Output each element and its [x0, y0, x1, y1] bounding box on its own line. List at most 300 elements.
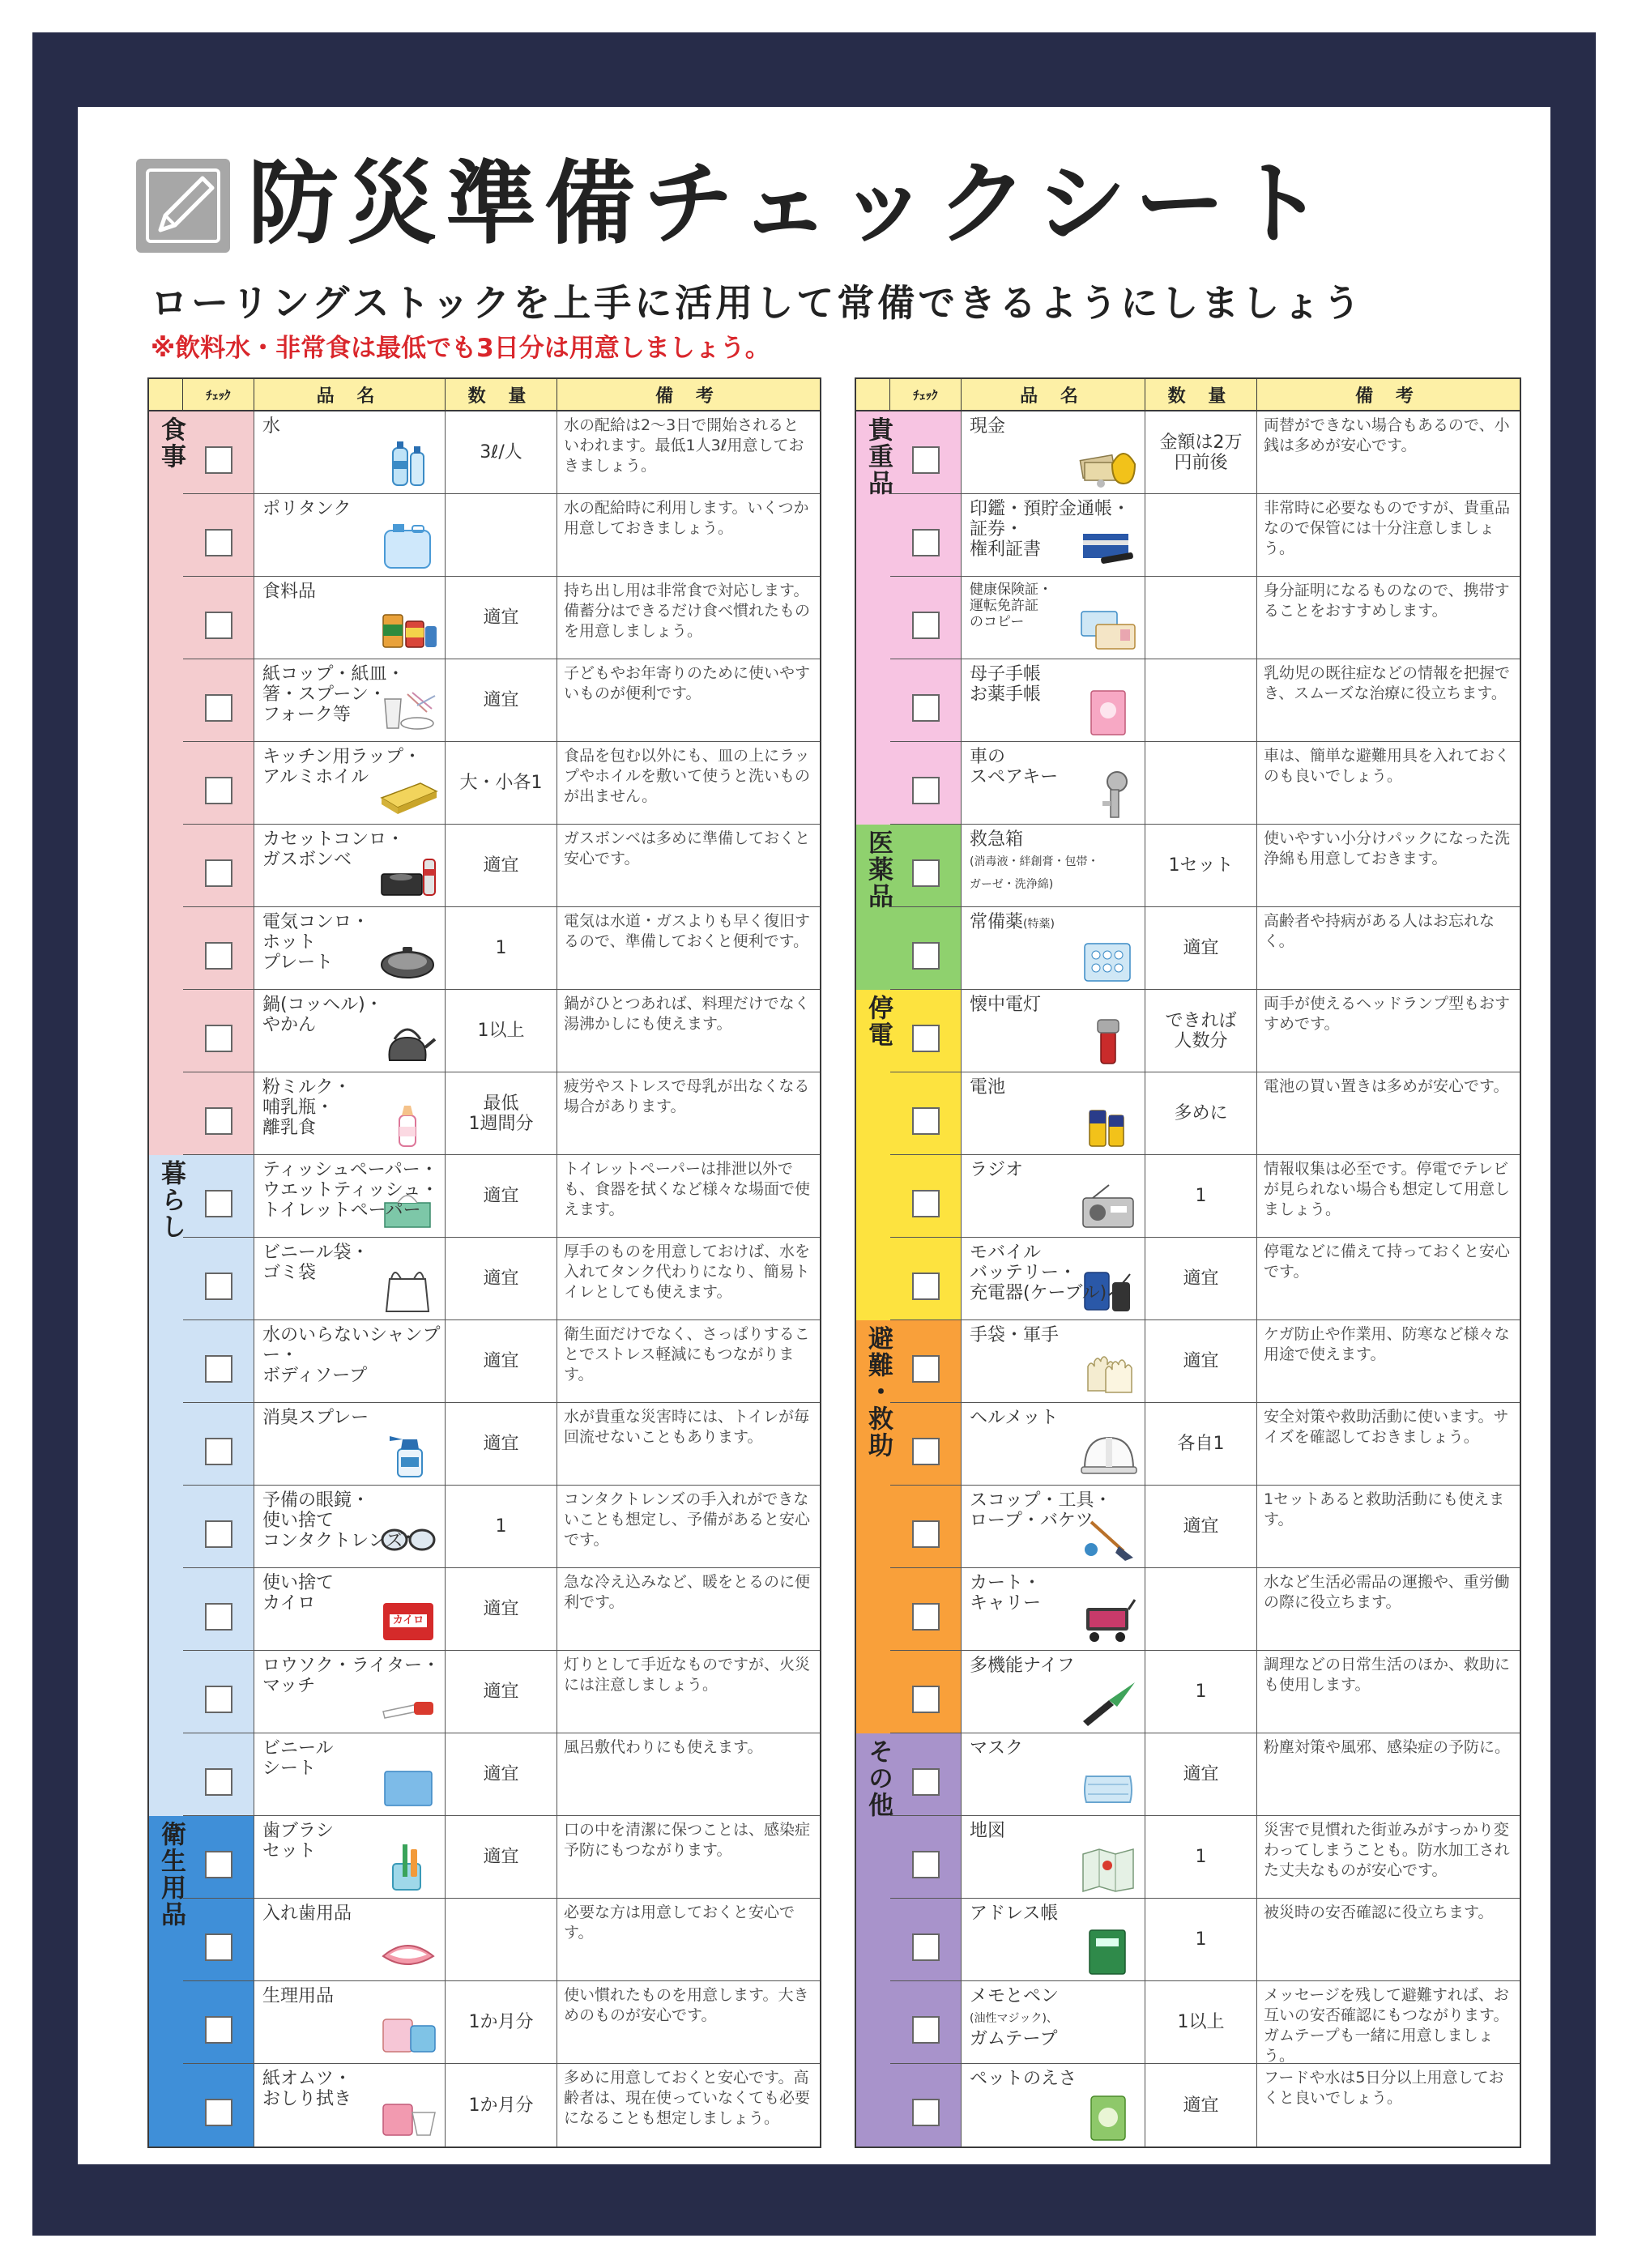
table-row: [890, 1238, 1520, 1320]
remarks-cell: 疲労やストレスで母乳が出なくなる場合があります。: [557, 1072, 820, 1154]
quantity-cell: 1: [1145, 1651, 1257, 1733]
quantity-cell: 適宜: [446, 1568, 557, 1650]
check-cell: [183, 1568, 254, 1650]
check-cell: [183, 1733, 254, 1815]
quantity-cell: 適宜: [446, 1238, 557, 1319]
page-title: 防災準備チェックシート: [248, 151, 1333, 257]
item-name: [262, 912, 369, 973]
checkbox[interactable]: [912, 859, 940, 887]
item-name-main: ペットのえさ: [970, 2069, 1077, 2089]
item-name: [970, 1077, 1005, 1098]
item-name: [262, 1325, 445, 1386]
quantity-cell: [1145, 577, 1257, 659]
checkbox[interactable]: [912, 1851, 940, 1878]
handbook-icon: [1077, 684, 1140, 736]
check-cell: [183, 2064, 254, 2146]
item-name-cell: [254, 1072, 446, 1154]
category-label: 食事: [156, 416, 186, 470]
cash-icon: [1077, 437, 1140, 488]
toothbrush-icon: [377, 1841, 440, 1893]
table-row: [183, 1486, 820, 1568]
item-name-cell: [254, 1486, 446, 1567]
table-row: [183, 1981, 820, 2064]
category-label: 停電: [864, 995, 893, 1048]
remarks-cell: 必要な方は用意しておくと安心です。: [557, 1899, 820, 1980]
item-name: [970, 582, 1052, 630]
quantity-cell: 1: [446, 907, 557, 989]
table-row: [183, 742, 820, 825]
check-cell: [890, 1072, 962, 1154]
flashlight-icon: [1077, 1015, 1140, 1067]
header-qty: 数 量: [1145, 379, 1257, 410]
checkbox[interactable]: [912, 529, 940, 556]
table-row: [183, 1816, 820, 1899]
category-label: 避難・救助: [864, 1325, 893, 1459]
item-name-main: 水のいらないシャンプー・ ボディソープ: [262, 1325, 441, 1386]
remarks-cell: 粉塵対策や風邪、感染症の予防に。: [1257, 1733, 1520, 1815]
item-name-main: マスク: [970, 1738, 1024, 1759]
checkbox[interactable]: [912, 694, 940, 722]
remarks-cell: 水の配給時に利用します。いくつか用意しておきましょう。: [557, 494, 820, 576]
remarks-cell: 使い慣れたものを用意します。大きめのものが安心です。: [557, 1981, 820, 2063]
item-name-main: ビニール袋・ ゴミ袋: [262, 1243, 369, 1283]
checkbox[interactable]: [912, 1273, 940, 1300]
check-cell: [183, 1238, 254, 1319]
item-name-cell: [254, 411, 446, 493]
checkbox[interactable]: [912, 1355, 940, 1383]
remarks-cell: 水など生活必需品の運搬や、重労働の際に役立ちます。: [1257, 1568, 1520, 1650]
item-name-main: ビニール シート: [262, 1738, 334, 1779]
check-cell: [183, 1403, 254, 1485]
check-cell: [183, 1072, 254, 1154]
remarks-cell: 子どもやお年寄りのために使いやすいものが便利です。: [557, 659, 820, 741]
item-name-cell: [254, 1816, 446, 1898]
item-name: [970, 1656, 1075, 1676]
item-name-cell: [962, 494, 1145, 576]
quantity-cell: 3ℓ/人: [446, 411, 557, 493]
checkbox[interactable]: [205, 1025, 232, 1052]
item-name-cell: [254, 990, 446, 1072]
remarks-cell: 災害で見慣れた街並みがすっかり変わってしまうことも。防水加工された丈夫なものが安心です。: [1257, 1816, 1520, 1898]
checkbox[interactable]: [205, 1768, 232, 1796]
remarks-cell: 停電などに備えて持っておくと安心です。: [1257, 1238, 1520, 1319]
item-name: [970, 1243, 1107, 1303]
item-name-cell: [962, 659, 1145, 741]
item-name-cell: [962, 825, 1145, 906]
table-header: [856, 379, 1520, 411]
pet-food-icon: [1077, 2090, 1140, 2142]
item-name-main: 救急箱: [970, 829, 1024, 850]
quantity-cell: 大・小各1: [446, 742, 557, 824]
item-name-main: 母子手帳 お薬手帳: [970, 664, 1042, 705]
remarks-cell: 両手が使えるヘッドランプ型もおすすめです。: [1257, 990, 1520, 1072]
table-row: [183, 990, 820, 1072]
checkbox[interactable]: [205, 529, 232, 556]
remarks-cell: 両替ができない場合もあるので、小銭は多めが安心です。: [1257, 411, 1520, 493]
denture-icon: [377, 1924, 440, 1976]
table-row: [890, 411, 1520, 494]
gloves-icon: [1077, 1345, 1140, 1397]
quantity-cell: 1か月分: [446, 1981, 557, 2063]
sanitary-pad-icon: [377, 2006, 440, 2058]
checkbox[interactable]: [912, 1520, 940, 1548]
quantity-cell: 金額は2万 円前後: [1145, 411, 1257, 493]
header-category: [149, 379, 183, 410]
item-name: [262, 1821, 334, 1861]
item-name: [262, 1408, 369, 1428]
item-name-main: 紙コップ・紙皿・ 箸・スプーン・ フォーク等: [262, 664, 405, 725]
item-name: [262, 1490, 403, 1551]
check-cell: [183, 411, 254, 493]
baby-bottle-icon: [377, 1098, 440, 1149]
item-name-main: 地図: [970, 1821, 1006, 1841]
item-name-main: ラジオ: [970, 1160, 1024, 1180]
check-cell: [890, 907, 962, 989]
table-row: [890, 577, 1520, 659]
table-row: [183, 907, 820, 990]
item-name-main: 歯ブラシ セット: [262, 1821, 335, 1861]
item-name: [262, 582, 316, 602]
item-name-cell: [254, 1568, 446, 1650]
item-name: [970, 995, 1041, 1015]
checkbox[interactable]: [205, 777, 232, 804]
remarks-cell: 乳幼児の既往症などの情報を把握でき、スムーズな治療に役立ちます。: [1257, 659, 1520, 741]
item-name-cell: [962, 1816, 1145, 1898]
item-name-cell: [962, 2064, 1145, 2146]
checkbox[interactable]: [912, 1438, 940, 1465]
item-name: [262, 1986, 334, 2006]
check-cell: [183, 1899, 254, 1980]
quantity-cell: 適宜: [446, 1320, 557, 1402]
check-cell: [890, 1155, 962, 1237]
checkbox[interactable]: [912, 2016, 940, 2044]
table-row: [890, 1981, 1520, 2064]
vinyl-sheet-icon: [377, 1759, 440, 1810]
table-row: [183, 659, 820, 742]
canned-food-icon: [377, 602, 440, 654]
checkbox[interactable]: [205, 694, 232, 722]
check-cell: [183, 742, 254, 824]
table-row: [890, 1651, 1520, 1733]
checkbox[interactable]: [205, 1273, 232, 1300]
table-row: [183, 1899, 820, 1981]
quantity-cell: 適宜: [1145, 1238, 1257, 1319]
quantity-cell: 適宜: [446, 825, 557, 906]
car-key-icon: [1077, 767, 1140, 819]
check-cell: [890, 1486, 962, 1567]
item-name-cell: [962, 1403, 1145, 1485]
remarks-cell: フードや水は5日分以上用意しておくと良いでしょう。: [1257, 2064, 1520, 2146]
check-cell: [890, 577, 962, 659]
category-label: 医薬品: [864, 829, 893, 910]
item-name-main: 手袋・軍手: [970, 1325, 1060, 1345]
water-food-note: ※飲料水・非常食は最低でも3日分は用意しましょう。: [151, 334, 770, 363]
quantity-cell: 適宜: [1145, 1486, 1257, 1567]
checkbox[interactable]: [205, 1355, 232, 1383]
id-card-icon: [1077, 602, 1140, 654]
checkbox[interactable]: [205, 1520, 232, 1548]
quantity-cell: 1か月分: [446, 2064, 557, 2146]
item-name: [970, 416, 1005, 437]
remarks-cell: トイレットペーパーは排泄以外でも、食器を拭くなど様々な場面で使えます。: [557, 1155, 820, 1237]
item-name-main: スコップ・工具・ ロープ・バケツ: [970, 1490, 1112, 1531]
category-label: 衛生用品: [156, 1821, 186, 1928]
table-row: [183, 494, 820, 577]
check-cell: [890, 1733, 962, 1815]
table-row: [890, 2064, 1520, 2146]
quantity-cell: [1145, 1568, 1257, 1650]
remarks-cell: ケガ防止や作業用、防寒など様々な用途で使えます。: [1257, 1320, 1520, 1402]
item-name-main: 多機能ナイフ: [970, 1656, 1075, 1676]
quantity-cell: 適宜: [1145, 1320, 1257, 1402]
item-name: [262, 1738, 334, 1779]
checkbox[interactable]: [912, 942, 940, 970]
hot-plate-icon: [377, 932, 440, 984]
remarks-cell: 電気は水道・ガスよりも早く復旧するので、準備しておくと便利です。: [557, 907, 820, 989]
quantity-cell: 1: [1145, 1816, 1257, 1898]
checklist-table-left: [147, 377, 821, 2148]
item-name-main: ティッシュペーパー・ ウエットティッシュ・ トイレットペーパー: [262, 1160, 439, 1221]
check-cell: [890, 659, 962, 741]
item-name-main: ポリタンク: [262, 499, 352, 519]
table-row: [183, 411, 820, 494]
medicine-blister-icon: [1077, 932, 1140, 984]
check-cell: [890, 1899, 962, 1980]
remarks-cell: ガスボンベは多めに準備しておくと安心です。: [557, 825, 820, 906]
checkbox[interactable]: [205, 1107, 232, 1135]
quantity-cell: 適宜: [1145, 2064, 1257, 2146]
header-remarks: 備 考: [1355, 386, 1422, 407]
item-name-cell: [254, 1403, 446, 1485]
item-name-cell: [254, 1899, 446, 1980]
check-cell: [890, 1651, 962, 1733]
table-row: [183, 1651, 820, 1733]
checkbox[interactable]: [205, 2099, 232, 2126]
table-row: [890, 1320, 1520, 1403]
remarks-cell: 1セットあると救助活動にも使えます。: [1257, 1486, 1520, 1567]
item-name: [970, 747, 1058, 787]
item-name-cell: [962, 577, 1145, 659]
item-name: [970, 499, 1130, 560]
table-row: [183, 2064, 820, 2146]
item-name-cell: [962, 1238, 1145, 1319]
item-name: [970, 912, 1055, 935]
check-cell: [890, 1981, 962, 2063]
spray-bottle-icon: [377, 1428, 440, 1480]
table-row: [183, 1320, 820, 1403]
diaper-icon: [377, 2090, 440, 2142]
category-label: その他: [864, 1738, 893, 1818]
item-name: [970, 1821, 1005, 1841]
item-name-cell: [962, 742, 1145, 824]
item-name-cell: [962, 1651, 1145, 1733]
item-name: [970, 1408, 1058, 1428]
item-name-cell: [254, 742, 446, 824]
table-row: [183, 1238, 820, 1320]
checkbox[interactable]: [912, 1025, 940, 1052]
item-name-cell: [254, 1981, 446, 2063]
checkbox[interactable]: [912, 1686, 940, 1713]
header-check: ﾁｪｯｸ: [890, 379, 962, 410]
table-row: [890, 1072, 1520, 1155]
item-name-main: 車の スペアキー: [970, 747, 1059, 787]
item-name: [970, 829, 1098, 895]
table-row: [890, 825, 1520, 907]
item-name-cell: [254, 1733, 446, 1815]
radio-icon: [1077, 1180, 1140, 1232]
item-name: [262, 995, 383, 1035]
checkbox[interactable]: [912, 612, 940, 639]
table-row: [183, 1155, 820, 1238]
item-name-cell: [254, 825, 446, 906]
checkbox[interactable]: [205, 446, 232, 474]
table-row: [890, 907, 1520, 990]
item-name-main: 予備の眼鏡・ 使い捨て コンタクトレンズ: [262, 1490, 403, 1551]
checkbox[interactable]: [912, 1603, 940, 1631]
checkbox[interactable]: [205, 859, 232, 887]
item-name-cell: [254, 2064, 446, 2146]
quantity-cell: 適宜: [446, 1403, 557, 1485]
item-name-main: 使い捨て カイロ: [262, 1573, 335, 1614]
checkbox[interactable]: [205, 1851, 232, 1878]
checkbox[interactable]: [912, 1107, 940, 1135]
item-name: [970, 1738, 1023, 1759]
item-name-cell: [254, 907, 446, 989]
address-book-icon: [1077, 1924, 1140, 1976]
quantity-cell: 1: [1145, 1899, 1257, 1980]
item-name: [970, 1986, 1059, 2049]
checkbox[interactable]: [912, 777, 940, 804]
item-name: [970, 1490, 1112, 1531]
checkbox[interactable]: [205, 1438, 232, 1465]
item-name: [262, 1573, 334, 1614]
remarks-cell: コンタクトレンズの手入れができないことも想定し、予備があると安心です。: [557, 1486, 820, 1567]
checkbox[interactable]: [912, 2099, 940, 2126]
item-name-cell: [254, 1320, 446, 1402]
check-cell: [890, 825, 962, 906]
header-check: ﾁｪｯｸ: [183, 379, 254, 410]
remarks-cell: 灯りとして手近なものですが、火災には注意しましょう。: [557, 1651, 820, 1733]
quantity-cell: 適宜: [446, 659, 557, 741]
item-name: [970, 1325, 1059, 1345]
map-icon: [1077, 1841, 1140, 1893]
quantity-cell: 適宜: [446, 1155, 557, 1237]
checkbox[interactable]: [205, 612, 232, 639]
table-row: [890, 659, 1520, 742]
item-name-cell: [962, 990, 1145, 1072]
remarks-cell: 被災時の安否確認に役立ちます。: [1257, 1899, 1520, 1980]
check-cell: [890, 1568, 962, 1650]
item-name-main: ロウソク・ライター・ マッチ: [262, 1656, 441, 1696]
quantity-cell: [1145, 742, 1257, 824]
item-name-main: 食料品: [262, 582, 317, 602]
item-name-cell: [962, 1155, 1145, 1237]
mask-icon: [1077, 1759, 1140, 1810]
header-category: [856, 379, 890, 410]
item-name-cell: [962, 1568, 1145, 1650]
item-name: [262, 2069, 352, 2109]
item-name-detail: (特薬): [1023, 918, 1055, 931]
checkbox[interactable]: [205, 1933, 232, 1961]
battery-icon: [1077, 1098, 1140, 1149]
remarks-cell: 衛生面だけでなく、さっぱりすることでストレス軽減にもつながります。: [557, 1320, 820, 1402]
check-cell: [890, 1320, 962, 1402]
checkbox[interactable]: [205, 1603, 232, 1631]
item-name-cell: [962, 1072, 1145, 1154]
item-name-cell: [254, 1651, 446, 1733]
checkbox[interactable]: [205, 942, 232, 970]
table-row: [890, 1816, 1520, 1899]
quantity-cell: 適宜: [446, 1816, 557, 1898]
checkbox[interactable]: [912, 446, 940, 474]
item-name-cell: [254, 494, 446, 576]
quantity-cell: 1セット: [1145, 825, 1257, 906]
checkbox[interactable]: [912, 1190, 940, 1217]
icon-label: カイロ: [392, 1614, 424, 1626]
item-name-main: 電気コンロ・ ホット プレート: [262, 912, 370, 973]
remarks-cell: 食品を包む以外にも、皿の上にラップやホイルを敷いて使うと洗いものが出ません。: [557, 742, 820, 824]
check-cell: [183, 990, 254, 1072]
water-bottle-icon: [377, 437, 440, 488]
checkbox[interactable]: [205, 1190, 232, 1217]
item-name-cell: [254, 1238, 446, 1319]
item-name-main: 鍋(コッヘル)・ やかん: [262, 995, 383, 1035]
item-name-second: ガムテープ: [970, 2029, 1058, 2049]
checkbox[interactable]: [205, 1686, 232, 1713]
remarks-cell: 口の中を清潔に保つことは、感染症予防にもつながります。: [557, 1816, 820, 1898]
plastic-bag-icon: [377, 1263, 440, 1315]
remarks-cell: 電池の買い置きは多めが安心です。: [1257, 1072, 1520, 1154]
checkbox[interactable]: [912, 1933, 940, 1961]
checkbox[interactable]: [205, 2016, 232, 2044]
item-name-detail: (油性マジック)、: [970, 2012, 1058, 2025]
check-cell: [890, 1238, 962, 1319]
item-name: [262, 747, 421, 787]
helmet-icon: [1077, 1428, 1140, 1480]
hand-warmer-icon: [377, 1593, 440, 1645]
check-cell: [183, 1651, 254, 1733]
kettle-icon: [377, 1015, 440, 1067]
item-name: [262, 1160, 438, 1221]
remarks-cell: 水の配給は2〜3日で開始されるといわれます。最低1人3ℓ用意しておきましょう。: [557, 411, 820, 493]
remarks-cell: 情報収集は必至です。停電でテレビが見られない場合も想定して用意しましょう。: [1257, 1155, 1520, 1237]
quantity-cell: 適宜: [1145, 1733, 1257, 1815]
table-row: [890, 990, 1520, 1072]
checklist-table-right: [855, 377, 1521, 2148]
checkbox[interactable]: [912, 1768, 940, 1796]
cart-icon: [1077, 1593, 1140, 1645]
item-name: [262, 1243, 369, 1283]
item-name-main: カート・ キャリー: [970, 1573, 1042, 1614]
check-cell: [183, 494, 254, 576]
item-name-main: 消臭スプレー: [262, 1408, 369, 1428]
item-name: [262, 416, 280, 437]
item-name: [262, 1077, 352, 1138]
remarks-cell: 車は、簡単な避難用具を入れておくのも良いでしょう。: [1257, 742, 1520, 824]
check-cell: [183, 1155, 254, 1237]
remarks-cell: 高齢者や持病がある人はお忘れなく。: [1257, 907, 1520, 989]
check-cell: [183, 907, 254, 989]
item-name-main: キッチン用ラップ・ アルミホイル: [262, 747, 422, 787]
quantity-cell: 1: [446, 1486, 557, 1567]
remarks-cell: 水が貴重な災害時には、トイレが毎回流せないこともあります。: [557, 1403, 820, 1485]
check-cell: [183, 1486, 254, 1567]
check-cell: [183, 1816, 254, 1898]
check-cell: [183, 659, 254, 741]
remarks-cell: メッセージを残して避難すれば、お互いの安否確認にもつながります。ガムテープも一緒に用意しましょう。: [1257, 1981, 1520, 2063]
quantity-cell: [1145, 494, 1257, 576]
item-name-main: ヘルメット: [970, 1408, 1059, 1428]
